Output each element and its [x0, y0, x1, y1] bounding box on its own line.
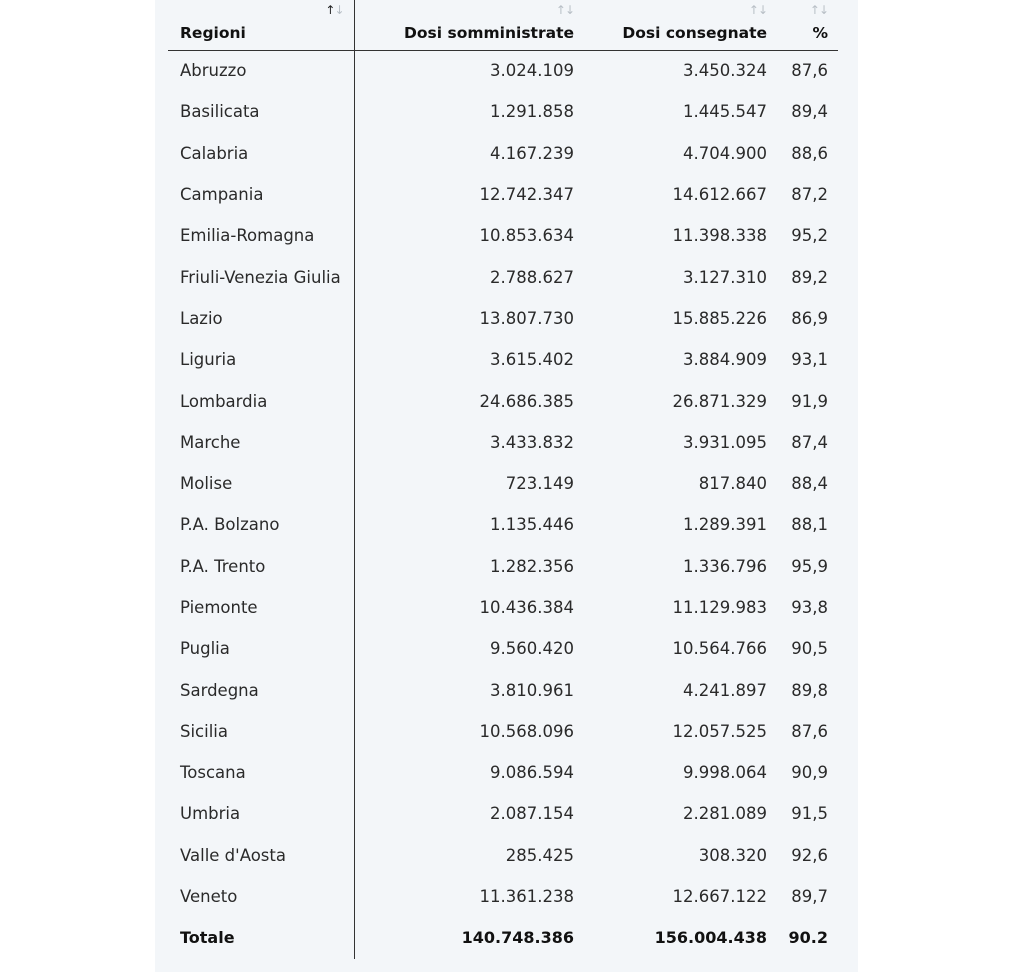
- table-row: [168, 256, 838, 297]
- percent-cell: 89,4: [791, 102, 828, 122]
- delivered-cell: 14.612.667: [672, 185, 767, 205]
- table-row: [168, 587, 838, 628]
- table-row: [168, 133, 838, 174]
- percent-cell: 95,2: [791, 226, 828, 246]
- total-row: [168, 917, 838, 958]
- percent-cell: 89,8: [791, 680, 828, 700]
- delivered-cell: 12.057.525: [672, 721, 767, 741]
- column-header-percent[interactable]: [777, 0, 838, 50]
- delivered-cell: 10.564.766: [672, 639, 767, 659]
- table-row: [168, 298, 838, 339]
- delivered-cell: 3.450.324: [683, 61, 767, 81]
- administered-cell: 10.568.096: [479, 721, 574, 741]
- percent-cell: 93,8: [791, 598, 828, 617]
- column-header-regioni[interactable]: [168, 0, 354, 50]
- total-percent: 90.2: [788, 928, 828, 948]
- region-cell: Basilicata: [168, 91, 354, 132]
- table-row: [168, 752, 838, 793]
- percent-cell: 88,6: [791, 143, 828, 163]
- delivered-cell: 3.931.095: [683, 432, 767, 452]
- delivered-cell: 817.840: [698, 474, 767, 494]
- region-cell: P.A. Bolzano: [168, 504, 354, 545]
- table-row: [168, 339, 838, 380]
- percent-cell: 91,5: [791, 804, 828, 824]
- column-header-label: Dosi somministrate: [404, 23, 574, 42]
- percent-cell: 89,7: [791, 887, 828, 907]
- administered-cell: 9.560.420: [490, 639, 574, 659]
- percent-cell: 88,4: [791, 474, 828, 494]
- percent-cell: 91,9: [791, 391, 828, 411]
- region-cell: Lazio: [168, 298, 354, 339]
- percent-cell: 88,1: [791, 515, 828, 535]
- table-row: [168, 546, 838, 587]
- administered-cell: 4.167.239: [490, 143, 574, 163]
- delivered-cell: 11.398.338: [672, 226, 767, 246]
- administered-cell: 13.807.730: [479, 308, 574, 328]
- administered-cell: 9.086.594: [490, 763, 574, 783]
- administered-cell: 3.810.961: [490, 680, 574, 700]
- table-row: [168, 711, 838, 752]
- column-header-label: %: [812, 23, 828, 42]
- table-row: [168, 835, 838, 876]
- region-cell: Lombardia: [168, 380, 354, 421]
- administered-cell: 723.149: [505, 474, 574, 494]
- table-row: [168, 215, 838, 256]
- table-header-row: [168, 0, 838, 50]
- administered-cell: 24.686.385: [479, 391, 574, 411]
- table-row: [168, 504, 838, 545]
- table-row: [168, 628, 838, 669]
- delivered-cell: 4.241.897: [683, 680, 767, 700]
- administered-cell: 2.788.627: [490, 267, 574, 287]
- delivered-cell: 3.127.310: [683, 267, 767, 287]
- table-row: [168, 422, 838, 463]
- delivered-cell: 308.320: [698, 845, 767, 865]
- table-body: [168, 50, 838, 959]
- delivered-cell: 9.998.064: [683, 763, 767, 783]
- table-row: [168, 793, 838, 834]
- column-header-label: Regioni: [180, 23, 246, 42]
- delivered-cell: 3.884.909: [683, 350, 767, 370]
- percent-cell: 89,2: [791, 267, 828, 287]
- total-delivered: 156.004.438: [654, 928, 767, 948]
- administered-cell: 10.436.384: [479, 598, 574, 617]
- region-cell: Liguria: [168, 339, 354, 380]
- administered-cell: 1.291.858: [490, 102, 574, 122]
- region-cell: Valle d'Aosta: [168, 835, 354, 876]
- delivered-cell: 4.704.900: [683, 143, 767, 163]
- delivered-cell: 1.445.547: [683, 102, 767, 122]
- region-cell: Veneto: [168, 876, 354, 917]
- percent-cell: 90,9: [791, 763, 828, 783]
- region-cell: Emilia-Romagna: [168, 215, 354, 256]
- administered-cell: 285.425: [505, 845, 574, 865]
- delivered-cell: 12.667.122: [672, 887, 767, 907]
- region-cell: Sicilia: [168, 711, 354, 752]
- percent-cell: 87,4: [791, 432, 828, 452]
- table-row: [168, 380, 838, 421]
- column-header-dosi-consegnate[interactable]: [584, 0, 777, 50]
- column-header-dosi-somministrate[interactable]: [354, 0, 584, 50]
- percent-cell: 87,6: [791, 721, 828, 741]
- delivered-cell: 15.885.226: [672, 308, 767, 328]
- sort-icon[interactable]: ↑↓: [555, 3, 574, 17]
- percent-cell: 95,9: [791, 556, 828, 576]
- region-cell: Marche: [168, 422, 354, 463]
- percent-cell: 93,1: [791, 350, 828, 370]
- column-header-label: Dosi consegnate: [622, 23, 767, 42]
- region-cell: Campania: [168, 174, 354, 215]
- sort-icon[interactable]: ↑↓: [809, 3, 828, 17]
- percent-cell: 87,6: [791, 61, 828, 81]
- administered-cell: 12.742.347: [479, 185, 574, 205]
- region-cell: Molise: [168, 463, 354, 504]
- region-cell: Piemonte: [168, 587, 354, 628]
- delivered-cell: 1.336.796: [683, 556, 767, 576]
- administered-cell: 3.024.109: [490, 61, 574, 81]
- table-row: [168, 174, 838, 215]
- delivered-cell: 11.129.983: [672, 598, 767, 617]
- region-cell: Friuli-Venezia Giulia: [168, 256, 354, 297]
- percent-cell: 90,5: [791, 639, 828, 659]
- administered-cell: 11.361.238: [479, 887, 574, 907]
- administered-cell: 1.282.356: [490, 556, 574, 576]
- total-administered: 140.748.386: [461, 928, 574, 948]
- percent-cell: 86,9: [791, 308, 828, 328]
- vaccine-doses-table: [168, 0, 838, 959]
- sort-icon[interactable]: ↑↓: [748, 3, 767, 17]
- region-cell: Sardegna: [168, 669, 354, 710]
- administered-cell: 3.433.832: [490, 432, 574, 452]
- administered-cell: 10.853.634: [479, 226, 574, 246]
- delivered-cell: 2.281.089: [683, 804, 767, 824]
- percent-cell: 92,6: [791, 845, 828, 865]
- table-row: [168, 876, 838, 917]
- region-cell: Abruzzo: [168, 50, 354, 91]
- percent-cell: 87,2: [791, 185, 828, 205]
- administered-cell: 2.087.154: [490, 804, 574, 824]
- total-label: Totale: [168, 917, 354, 958]
- region-cell: Calabria: [168, 133, 354, 174]
- delivered-cell: 1.289.391: [683, 515, 767, 535]
- region-cell: Toscana: [168, 752, 354, 793]
- administered-cell: 3.615.402: [490, 350, 574, 370]
- delivered-cell: 26.871.329: [672, 391, 767, 411]
- administered-cell: 1.135.446: [490, 515, 574, 535]
- region-cell: Umbria: [168, 793, 354, 834]
- sort-icon[interactable]: ↑↓: [325, 3, 344, 17]
- table-row: [168, 50, 838, 91]
- region-cell: Puglia: [168, 628, 354, 669]
- table-row: [168, 463, 838, 504]
- table-row: [168, 669, 838, 710]
- region-cell: P.A. Trento: [168, 546, 354, 587]
- table-row: [168, 91, 838, 132]
